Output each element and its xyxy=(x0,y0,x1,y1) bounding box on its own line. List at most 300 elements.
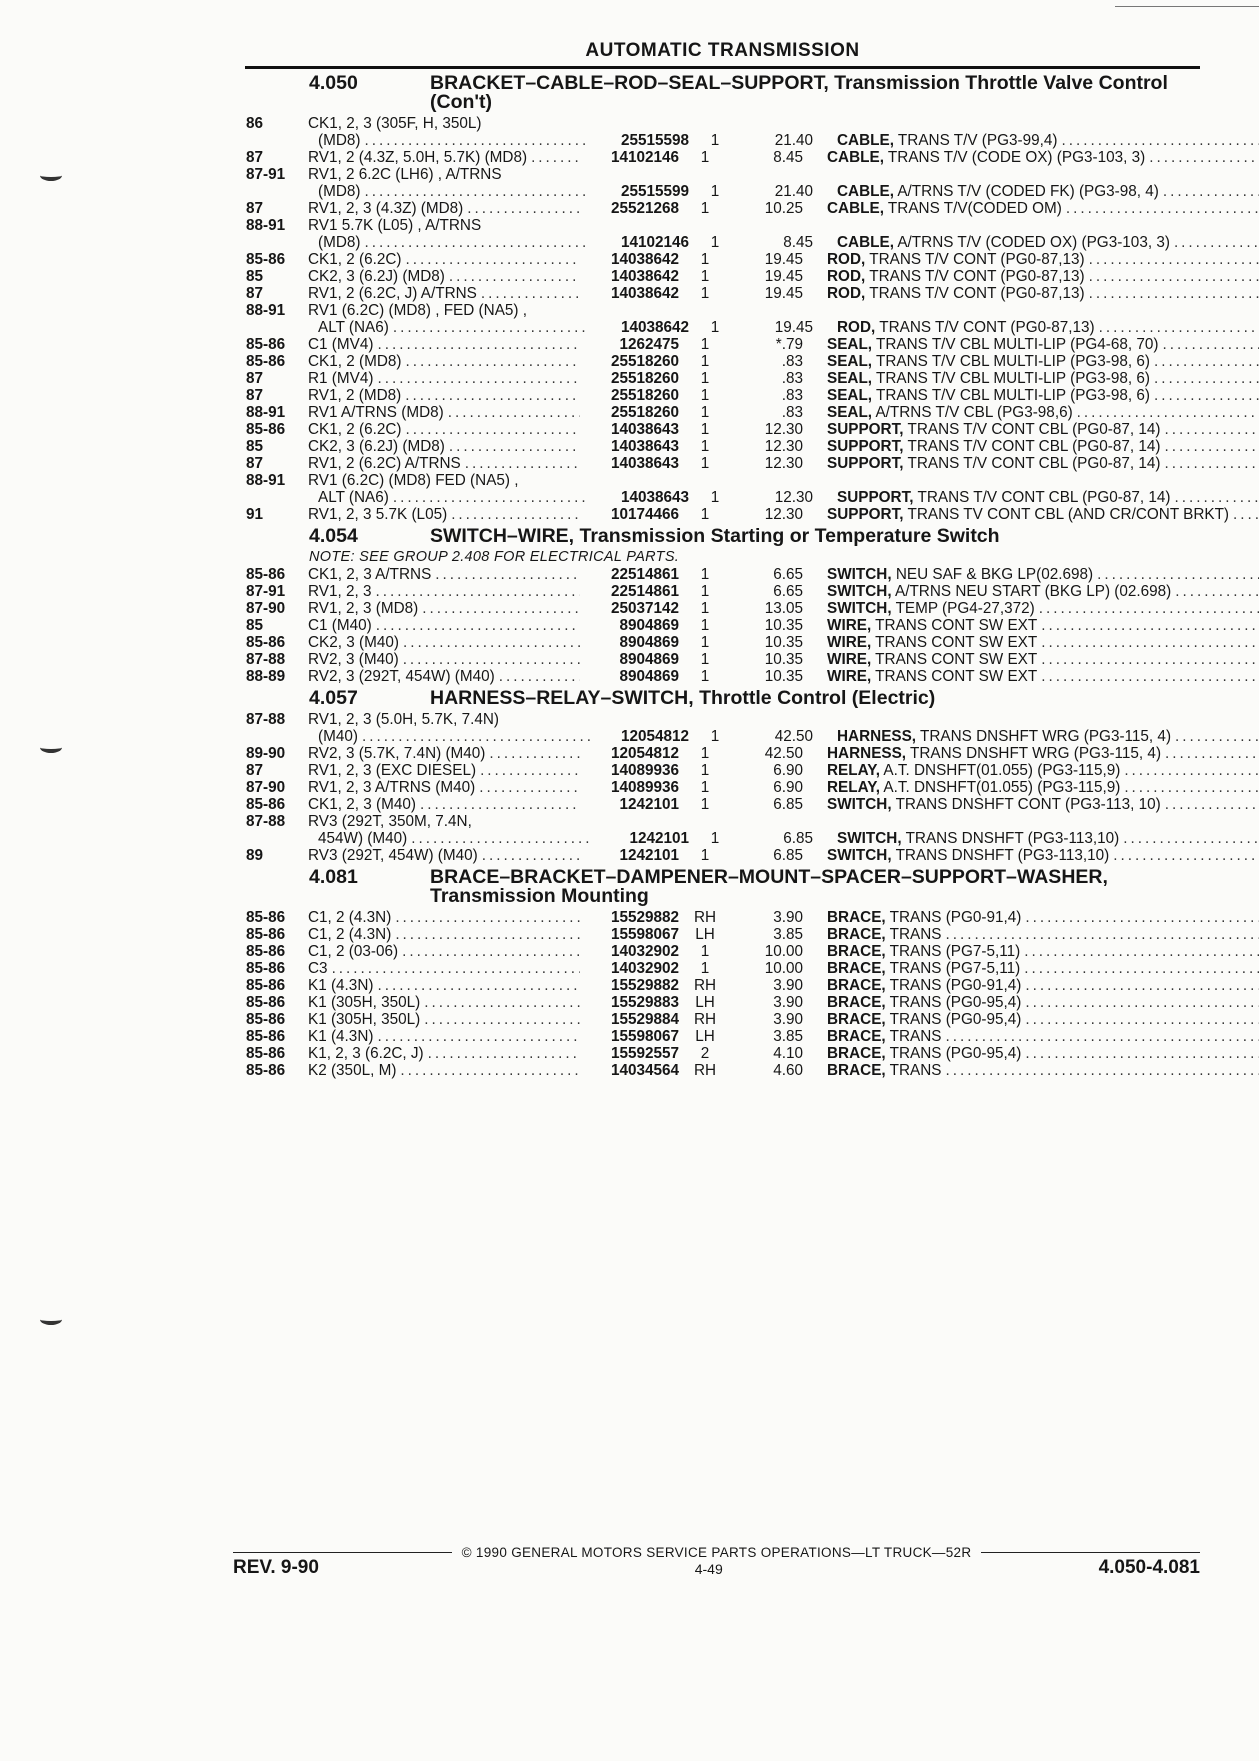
part-detail: A.T. DNSHFT(01.055) (PG3-115,9) xyxy=(880,762,1121,779)
description-line xyxy=(827,977,1259,994)
application-text: C3 xyxy=(308,960,328,977)
description-line xyxy=(827,566,1259,583)
price: 3.90 xyxy=(773,994,803,1011)
application-text: CK1, 2 (MD8) xyxy=(308,353,402,370)
description-text xyxy=(827,336,1159,353)
part-detail: TRANS (PG0-91,4) xyxy=(885,909,1022,926)
description-line xyxy=(827,745,1259,762)
description-line xyxy=(827,583,1259,600)
model-year: 85-86 xyxy=(246,1045,286,1062)
price: 10.35 xyxy=(764,617,803,634)
price: 6.90 xyxy=(773,779,803,796)
quantity: 1 xyxy=(710,728,720,745)
part-description xyxy=(827,438,1259,455)
part-name: SEAL, xyxy=(827,336,873,353)
entry-row xyxy=(246,600,1200,617)
part-detail: TRANS xyxy=(885,926,942,943)
description-text xyxy=(827,600,1035,617)
part-number: 12054812 xyxy=(610,745,679,762)
leader-dots xyxy=(365,234,591,251)
entry-row xyxy=(246,1028,1200,1045)
price: 42.50 xyxy=(764,745,803,762)
part-description xyxy=(827,943,1259,960)
application xyxy=(308,183,594,200)
price: 3.90 xyxy=(773,1011,803,1028)
section-title: SWITCH–WIRE, Transmission Starting or Temperature Switch xyxy=(430,525,1000,547)
model-year: 87-91 xyxy=(246,583,286,600)
part-detail: TRANS (PG0-95,4) xyxy=(885,994,1022,1011)
entry-row xyxy=(246,566,1200,583)
leader-dots xyxy=(403,651,580,668)
application xyxy=(308,234,594,251)
description-line xyxy=(827,960,1259,977)
application xyxy=(308,421,584,438)
application-text: RV2, 3 (292T, 454W) (M40) xyxy=(308,668,495,685)
price: .83 xyxy=(781,370,803,387)
entry-row xyxy=(246,421,1200,438)
part-description xyxy=(827,847,1259,864)
part-detail: A.T. DNSHFT(01.055) (PG3-115,9) xyxy=(880,779,1121,796)
model-year: 87-90 xyxy=(246,600,286,617)
quantity: 1 xyxy=(700,943,710,960)
entry-row xyxy=(246,149,1200,166)
leader-dots xyxy=(1149,149,1259,166)
leader-dots xyxy=(395,909,580,926)
model-year: 85-86 xyxy=(246,421,286,438)
part-detail: TRANS CONT SW EXT xyxy=(871,634,1038,651)
price: 6.65 xyxy=(773,583,803,600)
price: 12.30 xyxy=(764,455,803,472)
part-name: SWITCH, xyxy=(827,566,892,583)
part-number: 14102146 xyxy=(620,234,689,251)
description-line xyxy=(827,370,1259,387)
application xyxy=(308,166,584,183)
part-detail: NEU SAF & BKG LP(02.698) xyxy=(891,566,1094,583)
application xyxy=(308,302,584,319)
model-year: 85 xyxy=(246,268,264,285)
entry-row xyxy=(246,166,1200,183)
application xyxy=(308,115,584,132)
model-year: 85-86 xyxy=(246,977,286,994)
description-line xyxy=(827,762,1259,779)
part-number: 25521268 xyxy=(610,200,679,217)
application-text: K1 (305H, 350L) xyxy=(308,994,421,1011)
quantity: 1 xyxy=(700,762,710,779)
part-name: WIRE, xyxy=(827,651,872,668)
model-year: 85-86 xyxy=(246,634,286,651)
leader-dots xyxy=(1024,960,1259,977)
description-text xyxy=(827,387,1150,404)
leader-dots xyxy=(467,200,580,217)
binder-hole-mark xyxy=(40,170,62,181)
leader-dots xyxy=(406,353,581,370)
quantity: LH xyxy=(695,1028,715,1045)
part-detail: TRANS T/V (PG3-99,4) xyxy=(893,132,1058,149)
revision-label: REV. 9-90 xyxy=(233,1557,319,1578)
leader-dots xyxy=(1175,489,1259,506)
part-detail: TRANS (PG0-91,4) xyxy=(885,977,1022,994)
application xyxy=(308,1045,584,1062)
application-text: RV1, 2, 3 A/TRNS (M40) xyxy=(308,779,476,796)
quantity: 1 xyxy=(700,421,710,438)
application xyxy=(308,617,584,634)
leader-dots xyxy=(451,506,580,523)
part-name: SWITCH, xyxy=(827,583,892,600)
binder-hole-mark xyxy=(40,742,62,753)
part-detail: TRANS T/V CBL MULTI-LIP (PG3-98, 6) xyxy=(872,353,1151,370)
leader-dots xyxy=(365,183,591,200)
application xyxy=(308,285,584,302)
application-text: K1, 2, 3 (6.2C, J) xyxy=(308,1045,424,1062)
entry-row xyxy=(246,285,1200,302)
part-name: RELAY, xyxy=(827,762,880,779)
entry-row xyxy=(246,762,1200,779)
entry-row xyxy=(246,926,1200,943)
application xyxy=(308,200,584,217)
application-text: C1, 2 (4.3N) xyxy=(308,926,392,943)
price: 19.45 xyxy=(774,319,813,336)
price: 6.90 xyxy=(773,762,803,779)
leader-dots xyxy=(1233,506,1259,523)
price: .83 xyxy=(781,404,803,421)
part-description xyxy=(827,651,1259,668)
part-number: 8904869 xyxy=(619,634,679,651)
part-description xyxy=(827,994,1259,1011)
part-detail: TRANS T/V CONT CBL (PG0-87, 14) xyxy=(903,421,1161,438)
application-text: RV3 (292T, 454W) (M40) xyxy=(308,847,478,864)
quantity: 1 xyxy=(710,830,720,847)
leader-dots xyxy=(435,566,580,583)
part-detail: TRANS (PG0-95,4) xyxy=(885,1045,1022,1062)
price: 3.90 xyxy=(773,909,803,926)
application xyxy=(308,251,584,268)
application-text: C1 (M40) xyxy=(308,617,372,634)
description-line xyxy=(827,353,1259,370)
part-number: 15598067 xyxy=(610,926,679,943)
description-line xyxy=(837,830,1259,847)
model-year: 88-91 xyxy=(246,404,286,421)
description-line xyxy=(827,1062,1259,1079)
parts-listing xyxy=(246,70,1230,1079)
description-line xyxy=(827,200,1259,217)
entry-row xyxy=(246,796,1200,813)
price: 10.35 xyxy=(764,668,803,685)
application xyxy=(308,960,584,977)
leader-dots xyxy=(365,132,591,149)
leader-dots xyxy=(362,728,590,745)
description-text xyxy=(827,506,1229,523)
part-description xyxy=(827,617,1259,634)
description-text xyxy=(837,183,1159,200)
part-number: 15529882 xyxy=(610,977,679,994)
entry-row xyxy=(246,617,1200,634)
quantity: 1 xyxy=(700,438,710,455)
entry-row xyxy=(246,668,1200,685)
part-detail: TRANS T/V CONT (PG0-87,13) xyxy=(865,251,1085,268)
price: 10.35 xyxy=(764,634,803,651)
section-4.054 xyxy=(246,527,1200,685)
leader-dots xyxy=(1025,1045,1259,1062)
application-text: (M40) xyxy=(318,728,358,745)
part-detail: TRANS T/V CONT CBL (PG0-87, 14) xyxy=(913,489,1171,506)
quantity: LH xyxy=(695,926,715,943)
price: 4.60 xyxy=(773,1062,803,1079)
leader-dots xyxy=(1024,943,1259,960)
model-year: 87 xyxy=(246,200,264,217)
description-text xyxy=(837,489,1171,506)
part-number: 14038642 xyxy=(610,285,679,302)
leader-dots xyxy=(1089,268,1259,285)
part-number: 14089936 xyxy=(610,762,679,779)
leader-dots xyxy=(332,960,580,977)
part-description xyxy=(827,149,1259,166)
model-year: 89-90 xyxy=(246,745,286,762)
description-text xyxy=(837,728,1171,745)
entry-row xyxy=(246,251,1200,268)
leader-dots xyxy=(945,1028,1259,1045)
model-year: 85-86 xyxy=(246,909,286,926)
price: 10.00 xyxy=(764,943,803,960)
description-text xyxy=(827,651,1037,668)
model-year: 87-88 xyxy=(246,813,286,830)
application xyxy=(308,728,594,745)
application xyxy=(308,506,584,523)
part-detail: TRANS T/V (CODE OX) (PG3-103, 3) xyxy=(883,149,1146,166)
description-line xyxy=(827,994,1259,1011)
part-number: 15529884 xyxy=(610,1011,679,1028)
model-year: 89 xyxy=(246,847,264,864)
part-description xyxy=(827,251,1259,268)
part-detail: TRANS (PG7-5,11) xyxy=(885,943,1021,960)
price: 8.45 xyxy=(783,234,813,251)
application-text: RV1, 2 (MD8) xyxy=(308,387,402,404)
part-description xyxy=(827,796,1259,813)
description-text xyxy=(827,421,1161,438)
part-description xyxy=(827,1028,1259,1045)
application-text: RV1 (6.2C) (MD8) , FED (NA5) , xyxy=(308,302,528,319)
part-number: 1242101 xyxy=(619,847,679,864)
description-line xyxy=(827,796,1259,813)
price: .83 xyxy=(781,353,803,370)
part-number: 25515598 xyxy=(620,132,689,149)
description-line xyxy=(827,617,1259,634)
description-text xyxy=(827,251,1085,268)
model-year: 88-91 xyxy=(246,217,286,234)
part-name: SUPPORT, xyxy=(827,421,904,438)
leader-dots xyxy=(376,617,580,634)
part-name: BRACE, xyxy=(827,1045,886,1062)
part-detail: TRANS xyxy=(885,1028,942,1045)
part-number: 8904869 xyxy=(619,651,679,668)
leader-dots xyxy=(1089,251,1259,268)
model-year: 85-86 xyxy=(246,1062,286,1079)
application-text: RV1 5.7K (L05) , A/TRNS xyxy=(308,217,482,234)
section-number: 4.054 xyxy=(309,525,358,547)
entry-row-continued xyxy=(246,319,1200,336)
leader-dots xyxy=(1165,421,1259,438)
part-number: 12054812 xyxy=(620,728,689,745)
entry-row-continued xyxy=(246,183,1200,200)
application-text: RV1, 2, 3 (4.3Z) (MD8) xyxy=(308,200,464,217)
part-description xyxy=(837,728,1259,745)
application xyxy=(308,268,584,285)
description-text xyxy=(827,149,1145,166)
part-number: 25515599 xyxy=(620,183,689,200)
entry-row xyxy=(246,115,1200,132)
application xyxy=(308,977,584,994)
quantity: 1 xyxy=(710,489,720,506)
quantity: 1 xyxy=(700,506,710,523)
application xyxy=(308,1011,584,1028)
price: 21.40 xyxy=(774,183,813,200)
leader-dots xyxy=(377,370,580,387)
part-name: SUPPORT, xyxy=(827,455,904,472)
leader-dots xyxy=(1165,745,1259,762)
application xyxy=(308,830,594,847)
quantity: 1 xyxy=(700,251,710,268)
model-year: 85-86 xyxy=(246,994,286,1011)
part-detail: TRANS T/V CBL MULTI-LIP (PG3-98, 6) xyxy=(872,387,1151,404)
application xyxy=(308,404,584,421)
part-number: 15592557 xyxy=(610,1045,679,1062)
part-name: WIRE, xyxy=(827,617,872,634)
quantity: LH xyxy=(695,994,715,1011)
part-number: 22514861 xyxy=(610,566,679,583)
quantity: 1 xyxy=(700,404,710,421)
part-name: BRACE, xyxy=(827,960,886,977)
leader-dots xyxy=(424,1011,580,1028)
part-name: SEAL, xyxy=(827,353,873,370)
application-text: RV2, 3 (5.7K, 7.4N) (M40) xyxy=(308,745,486,762)
model-year: 87-91 xyxy=(246,166,286,183)
leader-dots xyxy=(428,1045,580,1062)
model-year: 87 xyxy=(246,149,264,166)
leader-dots xyxy=(377,1028,580,1045)
part-number: 14032902 xyxy=(610,943,679,960)
description-line xyxy=(827,926,1259,943)
section-title: BRACE–BRACKET–DAMPENER–MOUNT–SPACER–SUPPORT–WASHER, Transmission Mounting xyxy=(430,866,1108,907)
application-text: RV1, 2, 3 (EXC DIESEL) xyxy=(308,762,477,779)
leader-dots xyxy=(1154,353,1259,370)
application xyxy=(308,634,584,651)
model-year: 85-86 xyxy=(246,926,286,943)
leader-dots xyxy=(945,1062,1259,1079)
part-name: SEAL, xyxy=(827,404,873,421)
part-description xyxy=(827,285,1259,302)
page-number: 4-49 xyxy=(694,1561,723,1577)
leader-dots xyxy=(1154,387,1259,404)
price: 3.90 xyxy=(773,977,803,994)
part-number: 14032902 xyxy=(610,960,679,977)
leader-dots xyxy=(1041,668,1259,685)
quantity: 1 xyxy=(700,353,710,370)
entry-row xyxy=(246,1045,1200,1062)
part-name: SWITCH, xyxy=(827,796,892,813)
entry-row xyxy=(246,1011,1200,1028)
leader-dots xyxy=(1123,830,1259,847)
application xyxy=(308,994,584,1011)
quantity: 1 xyxy=(700,566,710,583)
leader-dots xyxy=(411,830,590,847)
part-description xyxy=(827,977,1259,994)
entry-row xyxy=(246,472,1200,489)
application xyxy=(308,796,584,813)
application xyxy=(308,472,584,489)
part-detail: TRANS T/V CONT (PG0-87,13) xyxy=(865,268,1085,285)
leader-dots xyxy=(424,994,580,1011)
description-line xyxy=(827,909,1259,926)
leader-dots xyxy=(422,600,580,617)
model-year: 87 xyxy=(246,455,264,472)
page-footer xyxy=(233,1557,1200,1579)
application xyxy=(308,1028,584,1045)
part-detail: TRANS CONT SW EXT xyxy=(871,617,1038,634)
description-text xyxy=(827,762,1120,779)
leader-dots xyxy=(402,943,580,960)
part-number: 14102146 xyxy=(610,149,679,166)
quantity: 1 xyxy=(700,847,710,864)
entry-row xyxy=(246,387,1200,404)
application-text: CK1, 2 (6.2C) xyxy=(308,421,402,438)
application-text: (MD8) xyxy=(318,234,361,251)
application xyxy=(308,217,584,234)
application-text: RV1, 2, 3 (MD8) xyxy=(308,600,419,617)
section-range: 4.050-4.081 xyxy=(1098,1557,1200,1578)
description-line xyxy=(827,506,1259,523)
description-line xyxy=(827,285,1259,302)
application-text: RV1, 2 (4.3Z, 5.0H, 5.7K) (MD8) xyxy=(308,149,528,166)
part-detail: TRANS T/V CONT CBL (PG0-87, 14) xyxy=(903,438,1161,455)
quantity: 1 xyxy=(700,651,710,668)
entry-row xyxy=(246,302,1200,319)
entry-row xyxy=(246,336,1200,353)
quantity: RH xyxy=(693,1062,717,1079)
part-name: BRACE, xyxy=(827,977,886,994)
description-text xyxy=(827,943,1020,960)
part-detail: TRANS T/V(CODED OM) xyxy=(883,200,1062,217)
part-description xyxy=(827,583,1259,600)
model-year: 85-86 xyxy=(246,943,286,960)
application xyxy=(308,711,584,728)
description-line xyxy=(827,149,1259,166)
part-detail: TRANS T/V CBL MULTI-LIP (PG4-68, 70) xyxy=(872,336,1159,353)
description-line xyxy=(827,1045,1259,1062)
section-note: NOTE: SEE GROUP 2.408 FOR ELECTRICAL PARTS. xyxy=(309,549,680,565)
part-name: HARNESS, xyxy=(837,728,917,745)
description-text xyxy=(827,617,1037,634)
leader-dots xyxy=(1077,404,1259,421)
model-year: 91 xyxy=(246,506,264,523)
entry-row xyxy=(246,506,1230,523)
price: 6.85 xyxy=(783,830,813,847)
model-year: 88-91 xyxy=(246,472,286,489)
application-text: (MD8) xyxy=(318,132,361,149)
part-name: BRACE, xyxy=(827,994,886,1011)
entry-row-continued xyxy=(246,132,1200,149)
part-description xyxy=(837,319,1259,336)
part-description xyxy=(827,506,1259,523)
part-name: BRACE, xyxy=(827,1028,886,1045)
description-line xyxy=(827,336,1259,353)
section-number: 4.050 xyxy=(309,72,358,94)
leader-dots xyxy=(448,404,580,421)
part-number: 25518260 xyxy=(610,404,679,421)
application-text: RV1, 2 (6.2C, J) A/TRNS xyxy=(308,285,477,302)
part-description xyxy=(827,566,1259,583)
copyright-text: © 1990 GENERAL MOTORS SERVICE PARTS OPERATIONS—LT TRUCK—52R xyxy=(461,1545,972,1560)
section-title: BRACKET–CABLE–ROD–SEAL–SUPPORT, Transmission Throttle Valve Control (Con't) xyxy=(430,72,1168,113)
entry-row xyxy=(246,943,1200,960)
